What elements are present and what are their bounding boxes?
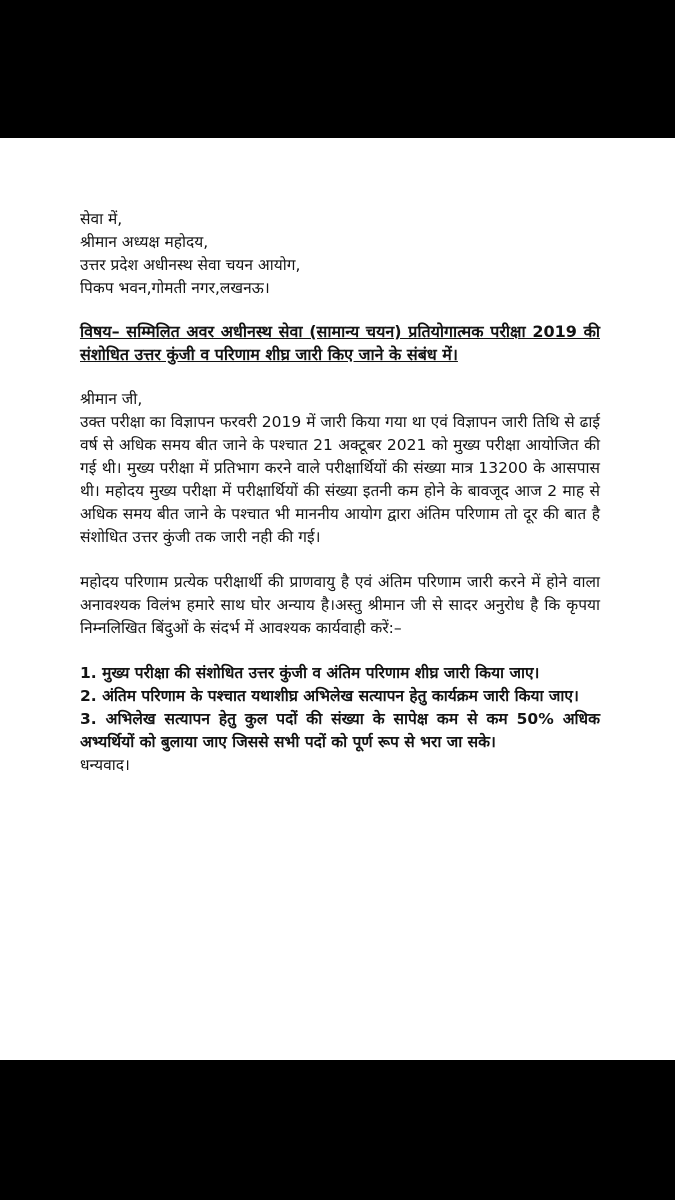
address-line: उत्तर प्रदेश अधीनस्थ सेवा चयन आयोग, [80, 256, 301, 274]
body-paragraph-1: उक्त परीक्षा का विज्ञापन फरवरी 2019 में जारी किया गया था एवं विज्ञापन जारी तिथि से ढाई वर्ष से अधिक समय बीत जाने के पश्चात 21 अक्टूबर 2021 को मुख्य परीक्षा आयोजित की गई थी। मुख्य परीक्षा में प्रतिभाग करने वाले परीक्षार्थियों की संख्या मात्र 13200 के आसपास थी। महोदय मुख्य परीक्षा में परीक्षार्थियों की संख्या इतनी कम होने के बावजूद आज 2 माह से अधिक समय बीत जाने के पश्चात भी माननीय आयोग द्वारा अंतिम परिणाम तो दूर की बात है संशोधित उत्तर कुंजी तक जारी नही की गई। [80, 413, 600, 546]
subject-line: विषय– सम्मिलित अवर अधीनस्थ सेवा (सामान्य चयन) प्रतियोगात्मक परीक्षा 2019 की संशोधित उत्तर कुंजी व परिणाम शीघ्र जारी किए जाने के संबंध में। [80, 322, 600, 364]
address-line: सेवा में, [80, 210, 123, 228]
address-line: पिकप भवन,गोमती नगर,लखनऊ। [80, 279, 270, 297]
addressee-block [80, 208, 600, 300]
letter-page [0, 138, 675, 1060]
request-points-list [80, 662, 600, 754]
closing-line: धन्यवाद। [80, 756, 130, 774]
request-point: 2. अंतिम परिणाम के पश्चात यथाशीघ्र अभिलेख सत्यापन हेतु कार्यक्रम जारी किया जाए। [80, 687, 579, 705]
address-line: श्रीमान अध्यक्ष महोदय, [80, 233, 209, 251]
request-point: 3. अभिलेख सत्यापन हेतु कुल पदों की संख्या के सापेक्ष कम से कम 50% अधिक अभ्यर्थियों को बुलाया जाए जिससे सभी पदों को पूर्ण रूप से भरा जा सके। [80, 710, 600, 751]
request-point: 1. मुख्य परीक्षा की संशोधित उत्तर कुंजी व अंतिम परिणाम शीघ्र जारी किया जाए। [80, 664, 540, 682]
salutation: श्रीमान जी, [80, 390, 143, 408]
letter-content [80, 208, 600, 777]
body-paragraph-2: महोदय परिणाम प्रत्येक परीक्षार्थी की प्राणवायु है एवं अंतिम परिणाम जारी करने में होने वाला अनावश्यक विलंभ हमारे साथ घोर अन्याय है।अस्तु श्रीमान जी से सादर अनुरोध है कि कृपया निम्नलिखित बिंदुओं के संदर्भ में आवश्यक कार्यवाही करें:– [80, 573, 600, 637]
